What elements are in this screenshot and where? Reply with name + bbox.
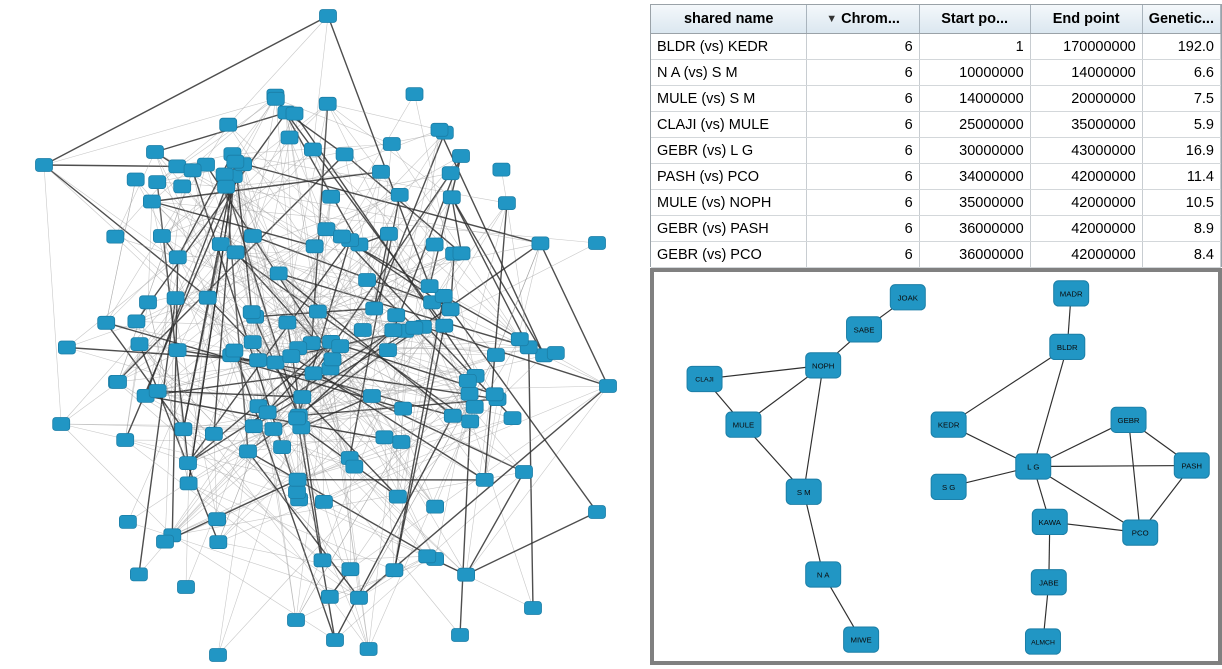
network-node[interactable] xyxy=(178,581,195,594)
cell-chromosome: 6 xyxy=(807,242,919,268)
cell-chromosome: 6 xyxy=(807,60,919,86)
cell-end-point: 14000000 xyxy=(1030,60,1142,86)
network-edge[interactable] xyxy=(44,165,61,424)
table-row[interactable] xyxy=(651,164,1221,190)
network-node-label: ALMCH xyxy=(1031,639,1055,647)
network-node[interactable] xyxy=(184,164,201,177)
network-node-label: S M xyxy=(796,487,811,497)
network-node[interactable] xyxy=(98,316,115,329)
cell-shared-name: PASH (vs) PCO xyxy=(651,164,807,190)
network-node[interactable] xyxy=(153,230,170,243)
network-node[interactable] xyxy=(205,427,222,440)
network-node-label: BLDR xyxy=(1056,342,1078,352)
network-node[interactable] xyxy=(240,445,257,458)
column-header-shared-name-label: shared name xyxy=(683,11,774,27)
column-header-chromosome[interactable] xyxy=(807,5,919,34)
cell-shared-name: GEBR (vs) PASH xyxy=(651,216,807,242)
network-edge[interactable] xyxy=(323,556,428,560)
network-node[interactable] xyxy=(442,167,459,180)
network-node[interactable] xyxy=(1025,629,1060,654)
network-node[interactable] xyxy=(436,319,453,332)
network-node[interactable] xyxy=(346,460,363,473)
network-node[interactable] xyxy=(318,223,335,236)
network-node[interactable] xyxy=(391,188,408,201)
network-node[interactable] xyxy=(395,402,412,415)
cell-shared-name: GEBR (vs) L G xyxy=(651,138,807,164)
network-node[interactable] xyxy=(199,291,216,304)
table-row[interactable] xyxy=(651,60,1221,86)
network-node[interactable] xyxy=(167,292,184,305)
network-node[interactable] xyxy=(169,251,186,264)
cell-genetic: 10.5 xyxy=(1142,190,1220,216)
table-body[interactable] xyxy=(651,34,1221,294)
network-node[interactable] xyxy=(844,627,879,652)
network-node[interactable] xyxy=(419,550,436,563)
network-node[interactable] xyxy=(366,302,383,315)
network-node[interactable] xyxy=(320,10,337,23)
network-node[interactable] xyxy=(726,412,761,437)
network-node[interactable] xyxy=(388,309,405,322)
cell-chromosome: 6 xyxy=(807,138,919,164)
network-node[interactable] xyxy=(383,138,400,151)
network-node[interactable] xyxy=(259,406,276,419)
cell-end-point: 42000000 xyxy=(1030,164,1142,190)
network-node-label: PCO xyxy=(1131,528,1149,538)
network-node-label: SABE xyxy=(853,325,875,335)
network-node[interactable] xyxy=(107,230,124,243)
table-row[interactable] xyxy=(651,242,1221,268)
network-node[interactable] xyxy=(267,92,284,105)
network-node[interactable] xyxy=(931,474,966,499)
table-row[interactable] xyxy=(651,112,1221,138)
cell-genetic: 16.9 xyxy=(1142,138,1220,164)
cell-end-point: 42000000 xyxy=(1030,242,1142,268)
network-node[interactable] xyxy=(210,536,227,549)
network-node[interactable] xyxy=(289,412,306,425)
network-node[interactable] xyxy=(1032,509,1067,534)
network-node[interactable] xyxy=(250,354,267,367)
network-node[interactable] xyxy=(149,176,166,189)
table-header-row xyxy=(651,5,1221,34)
network-node[interactable] xyxy=(363,390,380,403)
network-edge[interactable] xyxy=(466,472,524,575)
network-node[interactable] xyxy=(466,400,483,413)
network-node[interactable] xyxy=(806,353,841,378)
cell-genetic: 8.4 xyxy=(1142,242,1220,268)
network-node[interactable] xyxy=(486,388,503,401)
network-node[interactable] xyxy=(458,568,475,581)
network-node[interactable] xyxy=(1174,453,1209,478)
network-node-label: PASH xyxy=(1181,461,1203,471)
network-edge[interactable] xyxy=(106,180,136,323)
network-node[interactable] xyxy=(443,191,460,204)
column-header-chromosome-label: Chrom... xyxy=(841,11,900,27)
network-node[interactable] xyxy=(327,634,344,647)
network-node-label: NOPH xyxy=(811,361,835,371)
network-node[interactable] xyxy=(332,340,349,353)
network-node[interactable] xyxy=(143,195,160,208)
cell-end-point: 43000000 xyxy=(1030,138,1142,164)
network-node[interactable] xyxy=(931,412,966,437)
cell-start-point: 35000000 xyxy=(919,190,1030,216)
network-node-label: GEBR xyxy=(1117,415,1140,425)
cell-chromosome: 6 xyxy=(807,34,919,60)
network-node[interactable] xyxy=(180,477,197,490)
cell-start-point: 34000000 xyxy=(919,164,1030,190)
network-node[interactable] xyxy=(786,479,821,504)
network-node[interactable] xyxy=(304,143,321,156)
network-node-label: L G xyxy=(1027,462,1040,472)
network-node[interactable] xyxy=(309,305,326,318)
cell-chromosome: 6 xyxy=(807,216,919,242)
cell-end-point: 170000000 xyxy=(1030,34,1142,60)
network-node[interactable] xyxy=(373,165,390,178)
network-node[interactable] xyxy=(130,568,147,581)
network-node[interactable] xyxy=(336,148,353,161)
network-edge[interactable] xyxy=(218,376,476,655)
network-node[interactable] xyxy=(314,554,331,567)
filter-icon[interactable]: ▼ xyxy=(826,13,838,26)
network-edge[interactable] xyxy=(1033,466,1192,467)
network-node[interactable] xyxy=(462,415,479,428)
network-node[interactable] xyxy=(281,131,298,144)
network-node[interactable] xyxy=(589,506,606,519)
cell-shared-name: GEBR (vs) PCO xyxy=(651,242,807,268)
network-edge[interactable] xyxy=(485,203,507,480)
network-node[interactable] xyxy=(245,420,262,433)
network-node[interactable] xyxy=(1054,281,1089,306)
network-node[interactable] xyxy=(157,535,174,548)
network-node[interactable] xyxy=(169,344,186,357)
network-node[interactable] xyxy=(169,160,186,173)
network-node[interactable] xyxy=(289,486,306,499)
network-node[interactable] xyxy=(511,333,528,346)
table-row[interactable] xyxy=(651,34,1221,60)
network-node-label: JABE xyxy=(1039,578,1059,588)
network-node[interactable] xyxy=(431,123,448,136)
network-node-label: MULE xyxy=(732,420,755,430)
network-node[interactable] xyxy=(147,146,164,159)
network-node[interactable] xyxy=(306,240,323,253)
network-node[interactable] xyxy=(131,338,148,351)
cell-start-point: 36000000 xyxy=(919,216,1030,242)
network-edge[interactable] xyxy=(172,472,524,535)
cell-start-point: 30000000 xyxy=(919,138,1030,164)
network-node[interactable] xyxy=(321,590,338,603)
network-node[interactable] xyxy=(227,155,244,168)
network-node[interactable] xyxy=(140,296,157,309)
network-node[interactable] xyxy=(244,336,261,349)
network-node[interactable] xyxy=(487,349,504,362)
network-node[interactable] xyxy=(220,118,237,131)
network-node[interactable] xyxy=(289,473,306,486)
network-node[interactable] xyxy=(385,324,402,337)
network-node[interactable] xyxy=(265,423,282,436)
network-node[interactable] xyxy=(323,190,340,203)
network-view-small[interactable] xyxy=(650,268,1222,665)
network-node[interactable] xyxy=(128,315,145,328)
network-node[interactable] xyxy=(274,441,291,454)
network-node[interactable] xyxy=(461,387,478,400)
network-node[interactable] xyxy=(600,380,617,393)
cell-end-point: 20000000 xyxy=(1030,86,1142,112)
cell-genetic: 7.5 xyxy=(1142,86,1220,112)
network-edge[interactable] xyxy=(115,152,155,237)
network-node[interactable] xyxy=(218,180,235,193)
network-node[interactable] xyxy=(525,602,542,615)
network-node[interactable] xyxy=(210,649,227,662)
network-node[interactable] xyxy=(453,247,470,260)
cell-shared-name: N A (vs) S M xyxy=(651,60,807,86)
network-node[interactable] xyxy=(1123,520,1158,545)
network-edge[interactable] xyxy=(452,197,544,355)
network-node[interactable] xyxy=(687,366,722,391)
network-node[interactable] xyxy=(1111,407,1146,432)
network-node[interactable] xyxy=(459,374,476,387)
cell-genetic: 192.0 xyxy=(1142,34,1220,60)
network-node[interactable] xyxy=(380,227,397,240)
network-node-label: S G xyxy=(941,482,956,492)
cell-shared-name: CLAJI (vs) MULE xyxy=(651,112,807,138)
network-node[interactable] xyxy=(359,274,376,287)
column-header-shared-name[interactable] xyxy=(651,5,807,34)
network-node[interactable] xyxy=(453,150,470,163)
cell-chromosome: 6 xyxy=(807,112,919,138)
network-node[interactable] xyxy=(890,285,925,310)
network-node[interactable] xyxy=(180,457,197,470)
network-node[interactable] xyxy=(406,88,423,101)
network-node[interactable] xyxy=(532,237,549,250)
network-node[interactable] xyxy=(806,562,841,587)
network-edge[interactable] xyxy=(1033,347,1067,467)
network-edge[interactable] xyxy=(367,245,435,281)
network-node[interactable] xyxy=(389,490,406,503)
network-node[interactable] xyxy=(315,495,332,508)
network-node[interactable] xyxy=(288,614,305,627)
cell-genetic: 5.9 xyxy=(1142,112,1220,138)
column-header-start-point[interactable] xyxy=(919,5,1030,34)
cell-genetic: 11.4 xyxy=(1142,164,1220,190)
cell-genetic: 8.9 xyxy=(1142,216,1220,242)
network-node[interactable] xyxy=(427,500,444,513)
network-node[interactable] xyxy=(53,418,70,431)
network-node[interactable] xyxy=(442,303,459,316)
network-edge[interactable] xyxy=(226,172,381,187)
cell-chromosome: 6 xyxy=(807,164,919,190)
cell-end-point: 42000000 xyxy=(1030,190,1142,216)
network-node[interactable] xyxy=(243,306,260,319)
network-node[interactable] xyxy=(319,97,336,110)
table-row[interactable] xyxy=(651,86,1221,112)
results-table-panel[interactable] xyxy=(650,4,1222,267)
network-node[interactable] xyxy=(847,317,882,342)
network-node[interactable] xyxy=(493,163,510,176)
network-node-label: MIWE xyxy=(850,635,872,645)
network-node[interactable] xyxy=(426,238,443,251)
network-node[interactable] xyxy=(354,324,371,337)
network-node[interactable] xyxy=(452,629,469,642)
network-edge[interactable] xyxy=(540,243,608,386)
network-edge[interactable] xyxy=(804,365,823,491)
network-node[interactable] xyxy=(444,409,461,422)
cell-end-point: 42000000 xyxy=(1030,216,1142,242)
network-node[interactable] xyxy=(333,230,350,243)
cell-chromosome: 6 xyxy=(807,86,919,112)
cell-start-point: 1 xyxy=(919,34,1030,60)
network-node-label: N A xyxy=(816,570,830,580)
network-node-label: KEDR xyxy=(937,420,960,430)
cell-end-point: 35000000 xyxy=(1030,112,1142,138)
network-node[interactable] xyxy=(406,321,423,334)
network-node[interactable] xyxy=(380,344,397,357)
network-small-canvas[interactable] xyxy=(654,272,1218,661)
network-node[interactable] xyxy=(498,197,515,210)
network-node[interactable] xyxy=(149,385,166,398)
network-edge[interactable] xyxy=(186,483,189,587)
network-node[interactable] xyxy=(117,434,134,447)
network-node[interactable] xyxy=(216,168,233,181)
network-node[interactable] xyxy=(351,591,368,604)
network-node[interactable] xyxy=(360,643,377,656)
network-node-label: MADR xyxy=(1059,289,1083,299)
network-node[interactable] xyxy=(110,375,127,388)
network-node[interactable] xyxy=(1031,570,1066,595)
network-node[interactable] xyxy=(267,356,284,369)
network-edge[interactable] xyxy=(44,165,177,166)
cell-start-point: 10000000 xyxy=(919,60,1030,86)
cell-start-point: 14000000 xyxy=(919,86,1030,112)
network-node[interactable] xyxy=(376,431,393,444)
column-header-start-point-label: Start po... xyxy=(941,11,1009,27)
network-node[interactable] xyxy=(226,344,243,357)
network-edge[interactable] xyxy=(1129,420,1141,533)
network-node[interactable] xyxy=(504,412,521,425)
network-node[interactable] xyxy=(286,107,303,120)
cell-genetic: 6.6 xyxy=(1142,60,1220,86)
network-node[interactable] xyxy=(1050,334,1085,359)
network-node[interactable] xyxy=(58,341,75,354)
network-node[interactable] xyxy=(175,423,192,436)
network-node[interactable] xyxy=(209,513,226,526)
network-node[interactable] xyxy=(516,466,533,479)
cell-shared-name: MULE (vs) NOPH xyxy=(651,190,807,216)
network-edge[interactable] xyxy=(61,424,254,426)
network-node[interactable] xyxy=(1016,454,1051,479)
network-node[interactable] xyxy=(386,564,403,577)
network-node[interactable] xyxy=(270,267,287,280)
cell-shared-name: BLDR (vs) KEDR xyxy=(651,34,807,60)
results-table[interactable] xyxy=(651,5,1221,294)
table-row[interactable] xyxy=(651,190,1221,216)
column-header-end-point[interactable] xyxy=(1030,5,1142,34)
cell-shared-name: MULE (vs) S M xyxy=(651,86,807,112)
cell-start-point: 25000000 xyxy=(919,112,1030,138)
network-node[interactable] xyxy=(279,316,296,329)
network-node[interactable] xyxy=(476,473,493,486)
column-header-end-point-label: End point xyxy=(1052,11,1120,27)
network-node[interactable] xyxy=(36,159,53,172)
network-node[interactable] xyxy=(283,350,300,363)
cell-chromosome: 6 xyxy=(807,190,919,216)
network-edge[interactable] xyxy=(440,130,545,355)
network-node[interactable] xyxy=(589,237,606,250)
network-node[interactable] xyxy=(294,391,311,404)
network-node[interactable] xyxy=(227,246,244,259)
network-node-label: KAWA xyxy=(1038,517,1061,527)
network-node[interactable] xyxy=(244,230,261,243)
network-node[interactable] xyxy=(547,347,564,360)
network-node[interactable] xyxy=(305,367,322,380)
network-node[interactable] xyxy=(174,180,191,193)
table-row[interactable] xyxy=(651,216,1221,242)
network-edge[interactable] xyxy=(949,347,1068,425)
network-node[interactable] xyxy=(393,436,410,449)
network-node[interactable] xyxy=(119,515,136,528)
table-row[interactable] xyxy=(651,138,1221,164)
network-node[interactable] xyxy=(127,173,144,186)
network-node[interactable] xyxy=(421,280,438,293)
network-node[interactable] xyxy=(324,353,341,366)
column-header-genetic-label: Genetic... xyxy=(1148,11,1214,27)
network-node-label: JOAK xyxy=(897,293,918,303)
column-header-genetic[interactable] xyxy=(1142,5,1220,34)
network-node[interactable] xyxy=(342,563,359,576)
network-node-label: CLAJI xyxy=(695,376,714,384)
cell-start-point: 36000000 xyxy=(919,242,1030,268)
